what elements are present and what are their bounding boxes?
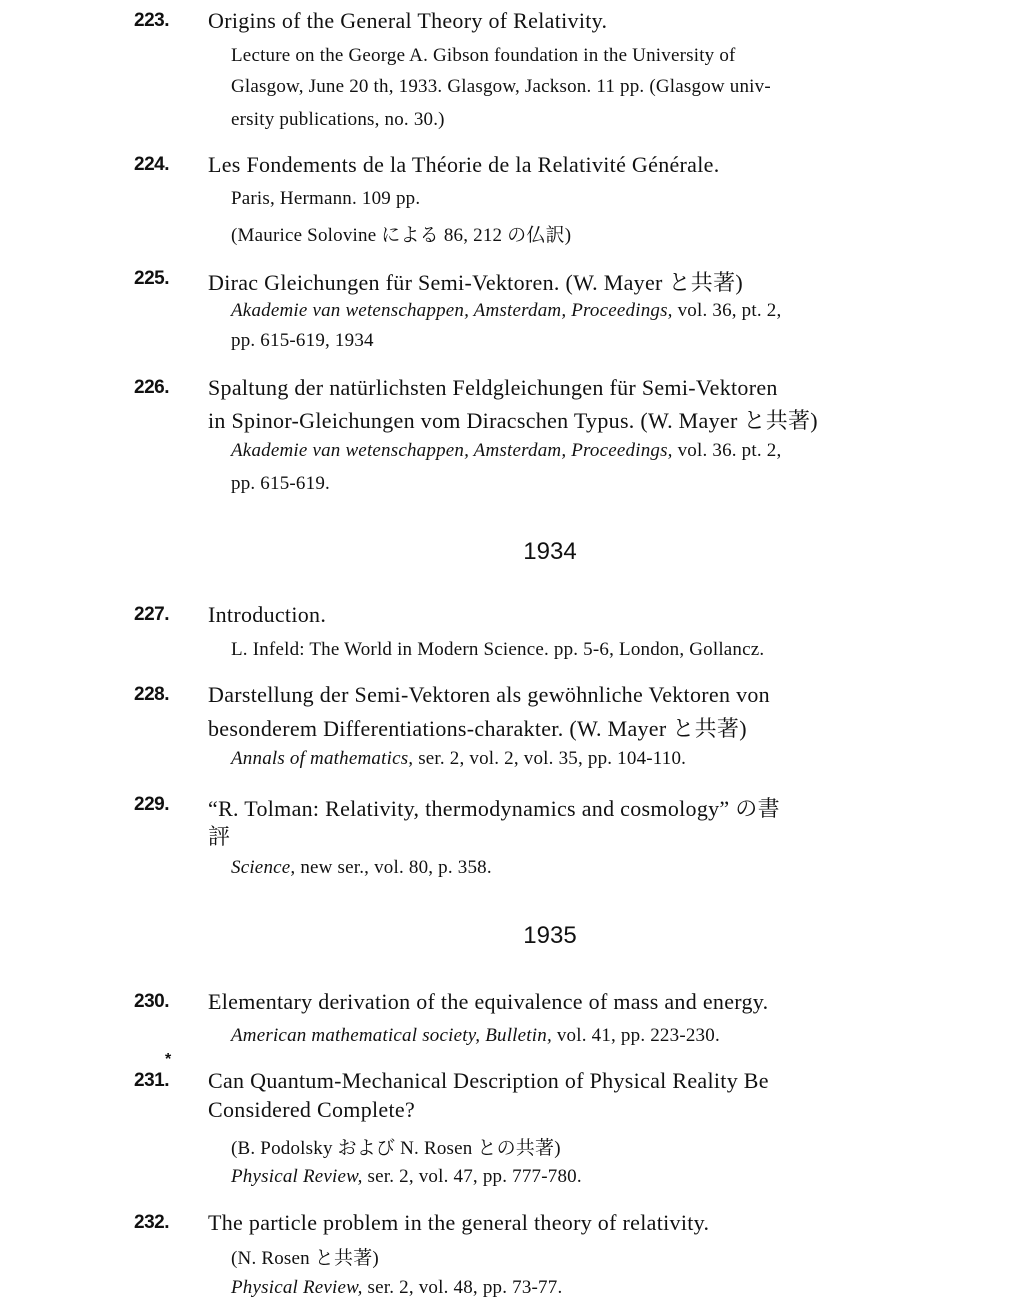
entry-title: Introduction.	[208, 602, 327, 627]
entry-number: 231.	[134, 1070, 169, 1091]
entry-number: 227.	[134, 604, 169, 625]
entry-number: 230.	[134, 991, 169, 1012]
entry-detail: Paris, Hermann. 109 pp.	[231, 188, 421, 209]
journal-name: Annals of mathematics,	[231, 748, 414, 769]
entry-detail: (Maurice Solovine による 86, 212 の仏訳)	[231, 225, 572, 246]
entry-title: Spaltung der natürlichsten Feldgleichungen für Semi-Vektoren	[208, 375, 778, 400]
entry-title: besonderem Differentiations-charakter. (W. Mayer と共著)	[208, 716, 747, 741]
entry-title: Can Quantum-Mechanical Description of Physical Reality Be	[208, 1068, 769, 1093]
entry-detail	[231, 1166, 582, 1188]
entry-number: 223.	[134, 10, 169, 31]
year-heading: 1935	[523, 922, 577, 949]
journal-volume: vol. 41, pp. 223-230.	[551, 1025, 720, 1046]
journal-name: Physical Review,	[231, 1277, 363, 1298]
entry-number: 232.	[134, 1212, 169, 1233]
entry-title: The particle problem in the general theory of relativity.	[208, 1210, 710, 1235]
entry-number: 226.	[134, 377, 169, 398]
entry-detail: L. Infeld: The World in Modern Science. pp. 5-6, London, Gollancz.	[231, 639, 765, 660]
entry-detail: (N. Rosen と共著)	[231, 1248, 379, 1269]
entry-detail: pp. 615-619, 1934	[231, 330, 374, 351]
entry-detail	[231, 440, 781, 462]
entry-title: in Spinor-Gleichungen vom Diracschen Typus. (W. Mayer と共著)	[208, 408, 818, 433]
year-heading: 1934	[523, 538, 577, 565]
journal-volume: new ser., vol. 80, p. 358.	[295, 857, 492, 878]
entry-number: 224.	[134, 154, 169, 175]
journal-volume: ser. 2, vol. 48, pp. 73-77.	[362, 1277, 563, 1298]
journal-name: Science,	[231, 857, 296, 878]
journal-name: Akademie van wetenschappen, Amsterdam, Proceedings,	[231, 440, 673, 461]
journal-name: Akademie van wetenschappen, Amsterdam, Proceedings,	[231, 300, 673, 321]
entry-detail: (B. Podolsky および N. Rosen との共著)	[231, 1138, 561, 1159]
entry-title: Considered Complete?	[208, 1097, 416, 1122]
entry-detail	[231, 1277, 562, 1299]
entry-detail: Glasgow, June 20 th, 1933. Glasgow, Jackson. 11 pp. (Glasgow univ-	[231, 76, 771, 97]
entry-number: 229.	[134, 794, 169, 815]
entry-title: Darstellung der Semi-Vektoren als gewöhnliche Vektoren von	[208, 682, 770, 707]
entry-title: Elementary derivation of the equivalence of mass and energy.	[208, 989, 769, 1014]
asterisk-mark: *	[165, 1051, 172, 1068]
entry-title: Origins of the General Theory of Relativity.	[208, 8, 608, 33]
entry-detail	[231, 857, 492, 879]
entry-detail	[231, 748, 686, 770]
entry-detail: pp. 615-619.	[231, 473, 330, 494]
journal-name: Physical Review,	[231, 1166, 363, 1187]
entry-title: 評	[208, 824, 231, 849]
journal-volume: ser. 2, vol. 47, pp. 777-780.	[362, 1166, 582, 1187]
journal-volume: vol. 36, pt. 2,	[672, 300, 782, 321]
entry-title: Dirac Gleichungen für Semi-Vektoren. (W. Mayer と共著)	[208, 270, 743, 295]
entry-number: 225.	[134, 268, 169, 289]
entry-title: Les Fondements de la Théorie de la Relativité Générale.	[208, 152, 720, 177]
entry-title: “R. Tolman: Relativity, thermodynamics and cosmology” の書	[208, 796, 780, 821]
entry-number: 228.	[134, 684, 169, 705]
entry-detail: ersity publications, no. 30.)	[231, 109, 445, 130]
journal-volume: vol. 36. pt. 2,	[672, 440, 782, 461]
entry-detail: Lecture on the George A. Gibson foundation in the University of	[231, 45, 736, 66]
journal-volume: ser. 2, vol. 2, vol. 35, pp. 104-110.	[413, 748, 687, 769]
entry-detail	[231, 300, 781, 322]
entry-detail	[231, 1025, 720, 1047]
journal-name: American mathematical society, Bulletin,	[231, 1025, 552, 1046]
